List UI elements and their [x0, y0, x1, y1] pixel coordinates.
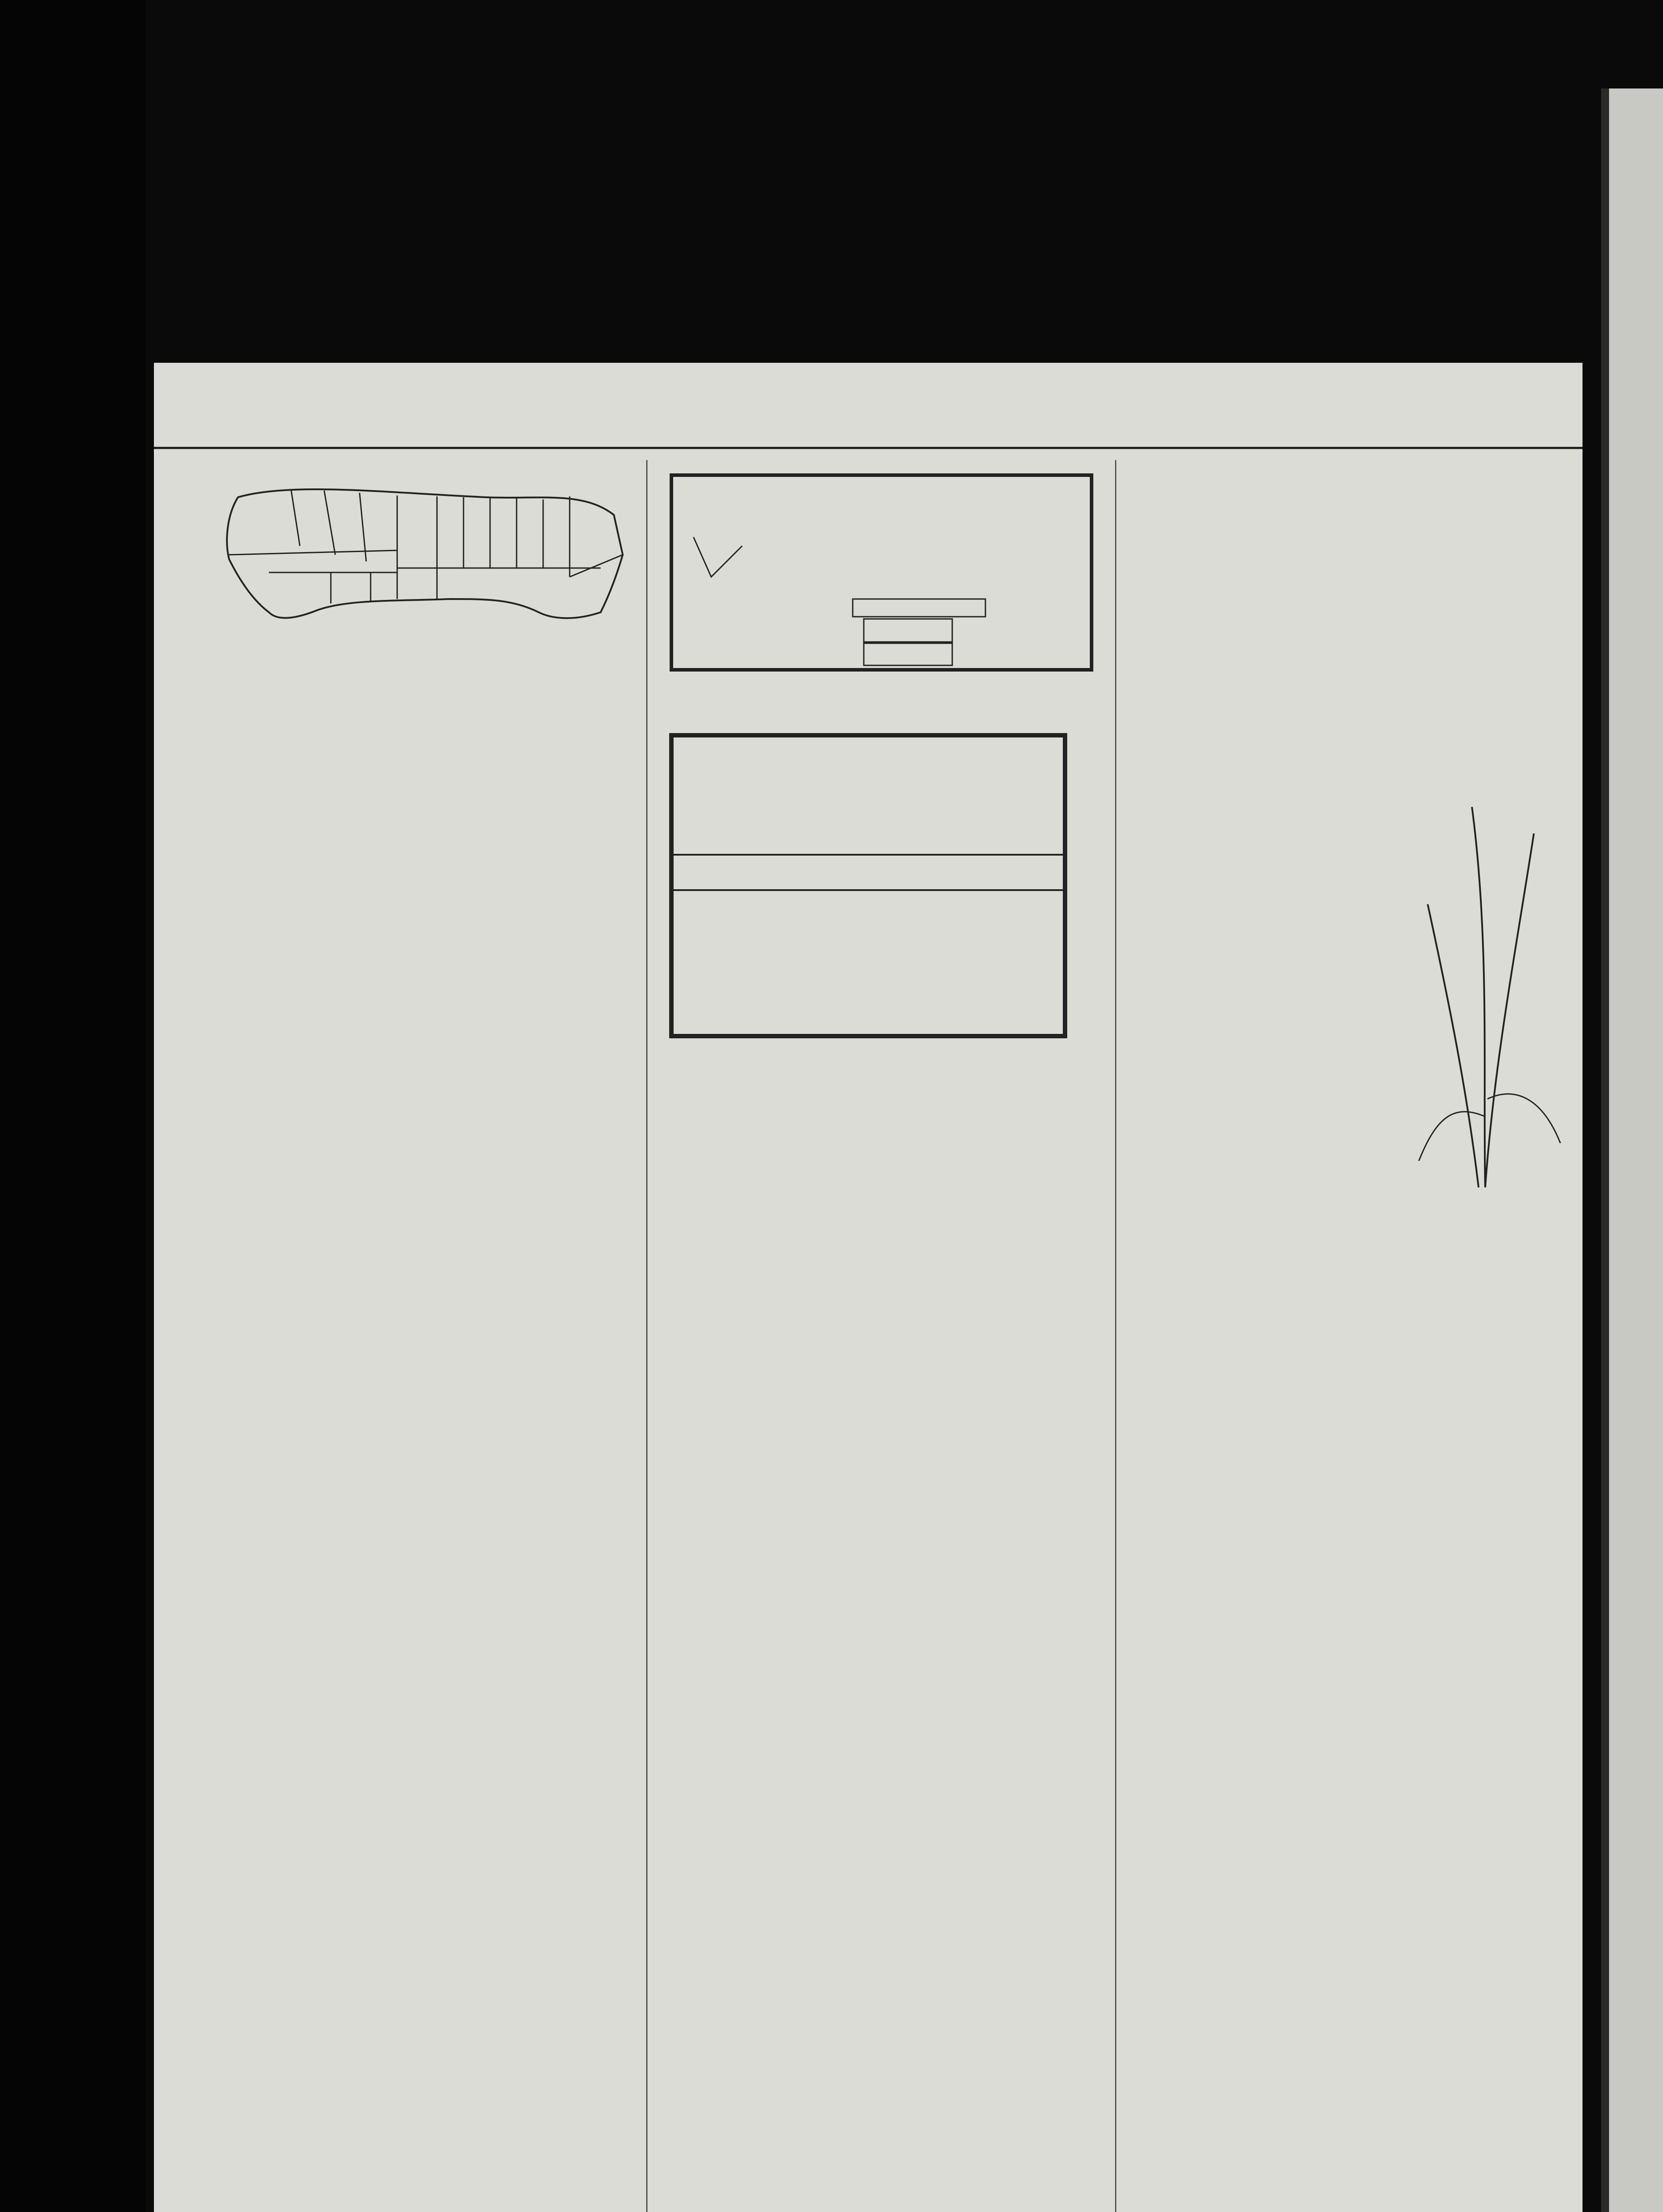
column-3 [1123, 460, 1569, 2212]
beef-cut-lines [229, 489, 623, 603]
newspaper-page [154, 363, 1583, 2212]
ground-plan-figure [654, 709, 1109, 1091]
beef-chart-figure [203, 466, 640, 636]
column-1 [203, 460, 640, 2212]
masthead [154, 363, 1583, 449]
beef-cut-chart [203, 466, 640, 634]
column-rule-2 [1115, 460, 1116, 2212]
chess-figure [1401, 718, 1569, 1209]
column-2 [654, 460, 1109, 2212]
article-model-hogpen [654, 466, 1109, 1091]
loft-trap-line [694, 537, 742, 577]
adjacent-page-gutter [1601, 88, 1609, 2212]
loft-plan [654, 466, 1109, 696]
adjacent-page-edge [1601, 88, 1663, 2212]
left-page-shadow [0, 0, 146, 2212]
ground-plan [654, 709, 1109, 1089]
column-rule-1 [646, 460, 648, 2212]
article-beef-ring [203, 466, 640, 647]
loft-plan-figure [654, 466, 1109, 698]
chess-plant-illustration [1401, 718, 1569, 1196]
